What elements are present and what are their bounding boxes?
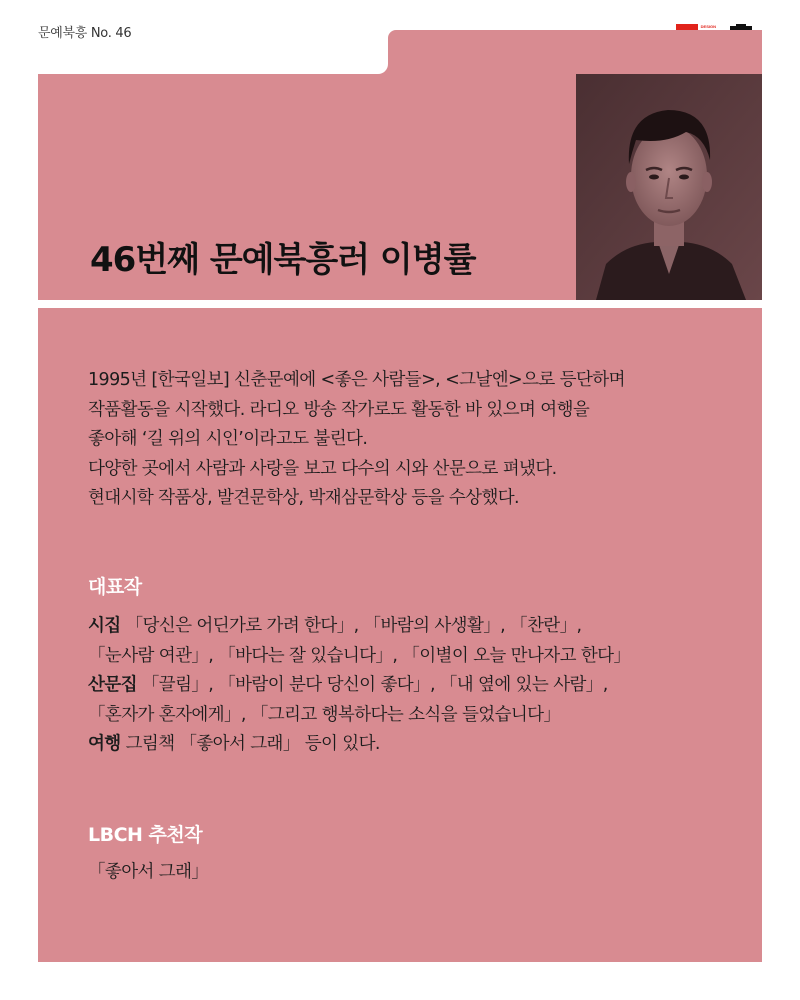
header-panel-cutout (38, 48, 388, 74)
author-bio (88, 366, 728, 514)
works-heading: 대표작 (88, 576, 142, 598)
travel-titles: 그림책 「좋아서 그래」 등이 있다. (120, 734, 380, 754)
author-portrait (576, 74, 762, 300)
page-title: 46번째 문예북흥러 이병률 (90, 240, 476, 280)
bio-line: 1995년 [한국일보] 신춘문예에 <좋은 사람들>, <그날엔>으로 등단하며 (88, 370, 625, 390)
bio-line: 다양한 곳에서 사람과 사랑을 보고 다수의 시와 산문으로 펴냈다. (88, 458, 557, 479)
works-line (88, 612, 738, 642)
works-list (88, 612, 738, 760)
travel-label: 여행 (88, 734, 121, 754)
header-tab (388, 30, 762, 50)
poetry-label: 시집 (88, 616, 121, 636)
bio-line: 작품활동을 시작했다. 라디오 방송 작가로도 활동한 바 있으며 여행을 (88, 399, 590, 420)
prose-label: 산문집 (88, 675, 137, 695)
poetry-titles: 「당신은 어딘가로 가려 한다」, 「바람의 사생활」, 「찬란」, (120, 616, 582, 636)
works-line (88, 671, 738, 701)
series-label: 문예북흥 No. 46 (38, 26, 132, 41)
section-divider (38, 300, 762, 308)
works-line: 「눈사람 여관」, 「바다는 잘 있습니다」, 「이별이 오늘 만나자고 한다」 (88, 645, 631, 666)
bio-line: 좋아해 ‘길 위의 시인’이라고도 불린다. (88, 429, 368, 449)
if-logo-text-line: DESIGN (700, 24, 716, 29)
recommend-title: 「좋아서 그래」 (88, 862, 209, 882)
prose-titles: 「끌림」, 「바람이 분다 당신이 좋다」, 「내 옆에 있는 사람」, (136, 675, 608, 695)
bio-line: 현대시학 작품상, 발견문학상, 박재삼문학상 등을 수상했다. (88, 488, 520, 508)
works-line (88, 730, 738, 760)
recommend-heading: LBCH 추천작 (88, 824, 203, 846)
portrait-illustration (576, 74, 762, 300)
works-line: 「혼자가 혼자에게」, 「그리고 행복하다는 소식을 들었습니다」 (88, 704, 561, 725)
